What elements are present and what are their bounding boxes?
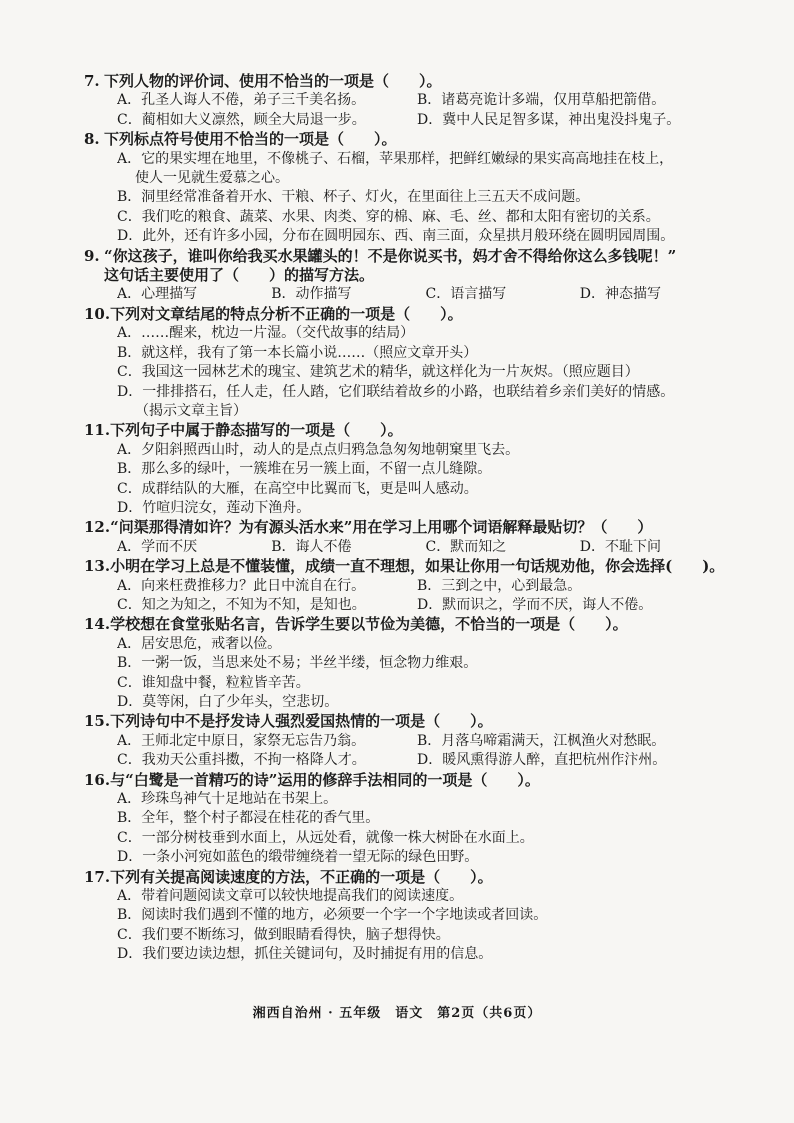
option-a: A．……醒来，枕边一片湿。（交代故事的结局）	[117, 325, 415, 342]
question-17	[84, 868, 734, 965]
option-d: D．我们要边读边想，抓住关键词句，及时捕捉有用的信息。	[117, 946, 493, 963]
option-d: D．暖风熏得游人醉，直把杭州作汴州。	[417, 752, 667, 769]
option-b: B．动作描写	[271, 286, 352, 303]
option-d: D．莫等闲，白了少年头，空悲切。	[117, 694, 339, 710]
option-a: A．孔圣人诲人不倦，弟子三千美名扬。	[117, 92, 366, 109]
question-stem: 7. 下列人物的评价词、使用不恰当的一项是（ ）。	[84, 72, 442, 90]
option-a: A．夕阳斜照西山时，动人的是点点归鸦急急匆匆地朝窠里飞去。	[117, 441, 520, 458]
option-c: C．我们要不断练习，做到眼睛看得快，脑子想得快。	[117, 926, 450, 943]
question-stem: 12.“问渠那得清如许？为有源头活水来”用在学习上用哪个词语解释最贴切？（ ）	[84, 518, 653, 537]
page-footer: 湘西自治州 · 五年级 语文 第2页（共6页）	[252, 1006, 542, 1021]
option-a: A．王师北定中原日，家祭无忘告乃翁。	[117, 732, 366, 749]
question-7	[84, 72, 734, 130]
option-c: C．我国这一园林艺术的瑰宝、建筑艺术的精华，就这样化为一片灰烬。（照应题目）	[117, 364, 639, 381]
option-a-continued: 使人一见就生爱慕之心。	[135, 170, 289, 187]
option-a: A．学而不厌	[117, 538, 198, 555]
question-13	[84, 557, 734, 615]
question-stem: 14.学校想在食堂张贴名言，告诉学生要以节俭为美德，不恰当的一项是（ ）。	[84, 615, 628, 634]
option-d: D．竹喧归浣女，莲动下渔舟。	[117, 499, 311, 516]
option-b: B．三到之中，心到最急。	[417, 577, 582, 594]
option-b: B．月落乌啼霜满天，江枫渔火对愁眠。	[417, 732, 666, 749]
option-d-continued: （揭示文章主旨）	[135, 402, 247, 419]
question-12	[84, 518, 734, 557]
option-c: C．我们吃的粮食、蔬菜、水果、肉类、穿的棉、麻、毛、丝、都和太阳有密切的关系。	[117, 208, 660, 225]
option-b: B．洞里经常准备着开水、干粮、杯子、灯火，在里面往上三五天不成问题。	[117, 189, 590, 206]
option-c: C．语言描写	[425, 286, 507, 303]
question-15	[84, 712, 734, 770]
question-8	[84, 130, 734, 246]
option-b: B．就这样，我有了第一本长篇小说……（照应文章开头）	[117, 344, 478, 361]
option-b: B．阅读时我们遇到不懂的地方，必须要一个字一个字地读或者回读。	[117, 907, 548, 924]
option-d: D．不耻下问	[579, 538, 661, 555]
option-a: A．心理描写	[117, 286, 198, 303]
option-c: C．谁知盘中餐，粒粒皆辛苦。	[117, 674, 310, 691]
option-a: A．向来枉费推移力？此日中流自在行。	[117, 577, 366, 594]
option-d: D．神态描写	[579, 286, 661, 303]
option-c: C．蔺相如大义凛然，顾全大局退一步。	[117, 111, 366, 128]
question-stem-continued: 这句话主要使用了（ ）的描写方法。	[104, 266, 375, 285]
option-a: A．珍珠鸟神气十足地站在书架上。	[117, 791, 338, 808]
option-c: C．默而知之	[425, 538, 507, 555]
question-stem: 17.下列有关提高阅读速度的方法，不正确的一项是（ ）。	[84, 867, 493, 886]
option-b: B．一粥一饭，当思来处不易；半丝半缕，恒念物力维艰。	[117, 655, 478, 672]
question-16	[84, 771, 734, 868]
option-b: B．全年，整个村子都浸在桂花的香气里。	[117, 810, 380, 827]
option-a: A．它的果实埋在地里，不像桃子、石榴，苹果那样，把鲜红嫩绿的果实高高地挂在枝上，	[117, 150, 674, 167]
option-d: D．冀中人民足智多谋，神出鬼没抖鬼子。	[417, 111, 681, 128]
question-stem: 15.下列诗句中不是抒发诗人强烈爱国热情的一项是（ ）。	[84, 712, 493, 731]
option-c: C．成群结队的大雁，在高空中比翼而飞，更是叫人感动。	[117, 480, 478, 497]
option-d: D．此外，还有许多小园，分布在圆明园东、西、南三面，众星拱月般环绕在圆明园周围。	[117, 228, 675, 245]
question-stem: 16.与“白鹭是一首精巧的诗”运用的修辞手法相同的一项是（ ）。	[84, 770, 540, 789]
option-c: C．知之为知之，不知为不知，是知也。	[117, 596, 366, 613]
option-b: B．诸葛亮诡计多端，仅用草船把箭借。	[417, 92, 666, 109]
option-d: D．一排排搭石，任人走，任人踏，它们联结着故乡的小路，也联结着乡亲们美好的情感。	[117, 383, 675, 400]
question-stem: 13.小明在学习上总是不懂装懂，成绩一直不理想，如果让你用一句话规劝他，你会选择( )。	[84, 557, 725, 576]
question-10	[84, 305, 734, 421]
option-a: A．居安思危，戒奢以俭。	[117, 635, 282, 652]
question-9	[84, 247, 734, 305]
question-stem: 10.下列对文章结尾的特点分析不正确的一项是（ ）。	[84, 304, 463, 323]
question-14	[84, 615, 734, 712]
option-d: D．默而识之，学而不厌，诲人不倦。	[417, 596, 653, 613]
option-d: D．一条小河宛如蓝色的缎带缠绕着一望无际的绿色田野。	[117, 849, 479, 866]
question-11	[84, 421, 734, 518]
option-a: A．带着问题阅读文章可以较快地提高我们的阅读速度。	[117, 888, 464, 905]
question-stem: 9. “你这孩子，谁叫你给我买水果罐头的！不是你说买书，妈才舍不得给你这么多钱呢！”	[84, 246, 677, 265]
question-stem: 8. 下列标点符号使用不恰当的一项是（ ）。	[84, 130, 397, 149]
option-b: B．诲人不倦	[271, 538, 352, 555]
option-b: B．那么多的绿叶，一簇堆在另一簇上面，不留一点儿缝隙。	[117, 461, 492, 478]
question-stem: 11.下列句子中属于静态描写的一项是（ ）。	[84, 421, 403, 440]
option-c: C．一部分树枝垂到水面上，从远处看，就像一株大树卧在水面上。	[117, 829, 534, 846]
option-c: C．我劝天公重抖擞，不拘一格降人才。	[117, 752, 366, 769]
